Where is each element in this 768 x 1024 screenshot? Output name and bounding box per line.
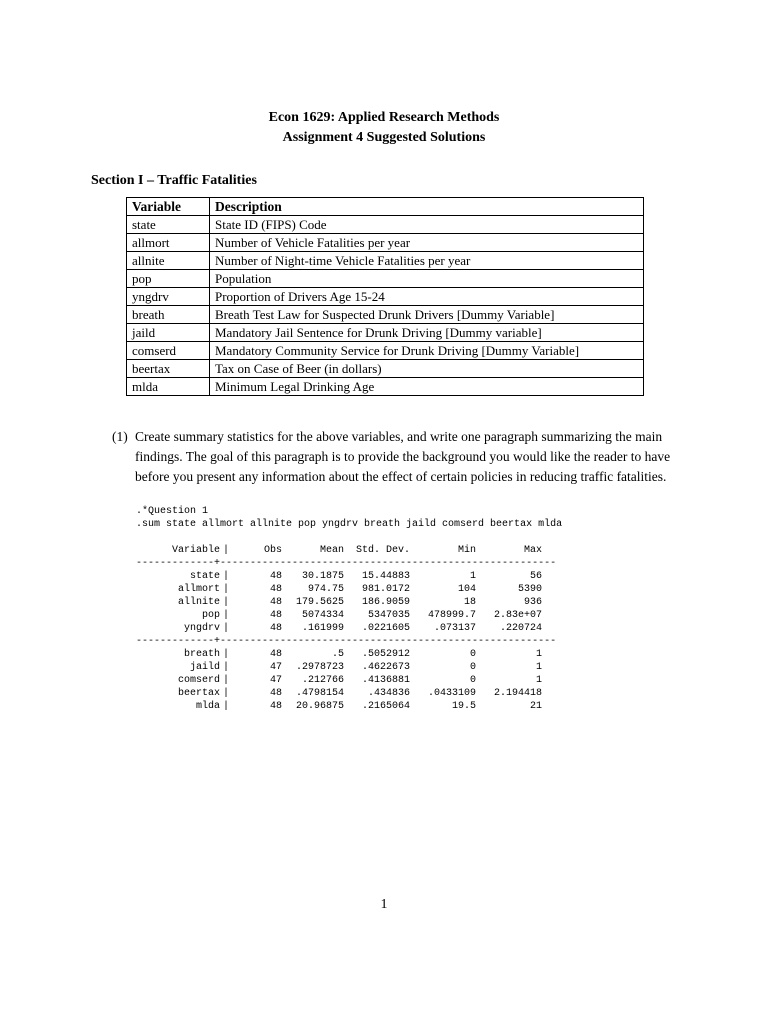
row-obs: 48 bbox=[269, 584, 282, 595]
separator-line: -------------+-------------------------------------------------------- bbox=[136, 636, 557, 647]
row-variable: allmort bbox=[177, 584, 220, 595]
row-max: 21 bbox=[529, 701, 542, 712]
column-separator: | bbox=[222, 701, 229, 712]
table-row bbox=[127, 378, 644, 396]
variable-cell: allnite bbox=[127, 252, 210, 270]
description-cell: Number of Night-time Vehicle Fatalities per year bbox=[210, 252, 644, 270]
row-min: 19.5 bbox=[451, 701, 476, 712]
row-max: 1 bbox=[535, 662, 542, 673]
summary-row bbox=[136, 570, 562, 583]
summary-row bbox=[136, 661, 562, 674]
question-number: (1) bbox=[112, 429, 128, 444]
row-max: 1 bbox=[535, 675, 542, 686]
description-cell: Mandatory Community Service for Drunk Driving [Dummy Variable] bbox=[210, 342, 644, 360]
row-obs: 48 bbox=[269, 571, 282, 582]
variable-cell: comserd bbox=[127, 342, 210, 360]
column-separator: | bbox=[222, 688, 229, 699]
table-row bbox=[127, 270, 644, 288]
row-max: 936 bbox=[523, 597, 542, 608]
stata-command: .sum state allmort allnite pop yngdrv breath jaild comserd beertax mlda bbox=[136, 519, 563, 530]
table-row bbox=[127, 360, 644, 378]
summary-row bbox=[136, 700, 562, 713]
row-min: 0 bbox=[469, 675, 476, 686]
row-variable: pop bbox=[201, 610, 220, 621]
table-row bbox=[127, 288, 644, 306]
column-separator: | bbox=[222, 597, 229, 608]
row-max: 5390 bbox=[517, 584, 542, 595]
row-sd: .434836 bbox=[367, 688, 410, 699]
row-obs: 48 bbox=[269, 623, 282, 634]
row-sd: .2165064 bbox=[361, 701, 410, 712]
description-cell: Number of Vehicle Fatalities per year bbox=[210, 234, 644, 252]
description-cell: Breath Test Law for Suspected Drunk Drivers [Dummy Variable] bbox=[210, 306, 644, 324]
table-header-row bbox=[127, 198, 644, 216]
row-max: .220724 bbox=[499, 623, 542, 634]
summary-row bbox=[136, 622, 562, 635]
row-mean: 974.75 bbox=[307, 584, 344, 595]
header-mean: Mean bbox=[319, 545, 344, 556]
section-heading: Section I – Traffic Fatalities bbox=[91, 173, 257, 188]
table-row bbox=[127, 324, 644, 342]
summary-row bbox=[136, 687, 562, 700]
row-min: 0 bbox=[469, 649, 476, 660]
question-text: Create summary statistics for the above variables, and write one paragraph summarizing the main findings. The goal of this paragraph is to provide the background you would like the reader to have before you present any information about the effect of certain policies in reducing traffic fatalities. bbox=[135, 429, 671, 484]
column-separator: | bbox=[222, 675, 229, 686]
column-separator: | bbox=[222, 545, 229, 556]
table-row bbox=[127, 216, 644, 234]
row-obs: 48 bbox=[269, 688, 282, 699]
row-variable: allnite bbox=[177, 597, 220, 608]
row-max: 1 bbox=[535, 649, 542, 660]
row-sd: .5052912 bbox=[361, 649, 410, 660]
row-mean: 30.1875 bbox=[301, 571, 344, 582]
row-variable: mlda bbox=[195, 701, 220, 712]
row-obs: 48 bbox=[269, 701, 282, 712]
row-obs: 47 bbox=[269, 675, 282, 686]
row-mean: .5 bbox=[331, 649, 344, 660]
variable-cell: jaild bbox=[127, 324, 210, 342]
header-min: Min bbox=[457, 545, 476, 556]
row-mean: 5074334 bbox=[301, 610, 344, 621]
question-1 bbox=[112, 427, 682, 487]
page-number: 1 bbox=[380, 897, 388, 912]
row-min: .0433109 bbox=[427, 688, 476, 699]
row-min: 0 bbox=[469, 662, 476, 673]
variable-cell: pop bbox=[127, 270, 210, 288]
row-sd: .0221605 bbox=[361, 623, 410, 634]
row-variable: beertax bbox=[177, 688, 220, 699]
summary-group-1 bbox=[136, 570, 562, 635]
row-obs: 48 bbox=[269, 610, 282, 621]
row-mean: .4798154 bbox=[295, 688, 344, 699]
summary-group-2 bbox=[136, 648, 562, 713]
header-sd: Std. Dev. bbox=[355, 545, 410, 556]
row-obs: 48 bbox=[269, 597, 282, 608]
row-variable: state bbox=[189, 571, 220, 582]
column-separator: | bbox=[222, 610, 229, 621]
description-cell: State ID (FIPS) Code bbox=[210, 216, 644, 234]
row-min: 18 bbox=[463, 597, 476, 608]
variable-cell: yngdrv bbox=[127, 288, 210, 306]
description-cell: Tax on Case of Beer (in dollars) bbox=[210, 360, 644, 378]
description-cell: Mandatory Jail Sentence for Drunk Driving [Dummy variable] bbox=[210, 324, 644, 342]
row-min: 1 bbox=[469, 571, 476, 582]
row-sd: 15.44883 bbox=[361, 571, 410, 582]
column-separator: | bbox=[222, 623, 229, 634]
table-row bbox=[127, 234, 644, 252]
document-title: Econ 1629: Applied Research Methods bbox=[268, 110, 500, 125]
description-cell: Proportion of Drivers Age 15-24 bbox=[210, 288, 644, 306]
row-mean: .161999 bbox=[301, 623, 344, 634]
row-variable: jaild bbox=[189, 662, 220, 673]
summary-header-row bbox=[136, 544, 562, 557]
row-obs: 47 bbox=[269, 662, 282, 673]
row-max: 56 bbox=[529, 571, 542, 582]
column-separator: | bbox=[222, 662, 229, 673]
row-mean: .212766 bbox=[301, 675, 344, 686]
summary-row bbox=[136, 609, 562, 622]
column-header-variable: Variable bbox=[127, 198, 210, 216]
row-mean: 179.5625 bbox=[295, 597, 344, 608]
row-max: 2.83e+07 bbox=[493, 610, 542, 621]
table-row bbox=[127, 306, 644, 324]
row-sd: .4622673 bbox=[361, 662, 410, 673]
row-mean: .2978723 bbox=[295, 662, 344, 673]
stata-output bbox=[136, 505, 562, 713]
row-variable: yngdrv bbox=[183, 623, 220, 634]
table-row bbox=[127, 252, 644, 270]
row-variable: comserd bbox=[177, 675, 220, 686]
variable-cell: beertax bbox=[127, 360, 210, 378]
row-sd: 186.9059 bbox=[361, 597, 410, 608]
description-cell: Minimum Legal Drinking Age bbox=[210, 378, 644, 396]
summary-row bbox=[136, 583, 562, 596]
stata-comment: .*Question 1 bbox=[136, 506, 209, 517]
summary-row bbox=[136, 596, 562, 609]
document-subtitle: Assignment 4 Suggested Solutions bbox=[282, 130, 486, 145]
header-variable: Variable bbox=[171, 545, 220, 556]
row-min: 104 bbox=[457, 584, 476, 595]
row-sd: 5347035 bbox=[367, 610, 410, 621]
column-separator: | bbox=[222, 571, 229, 582]
summary-statistics bbox=[136, 544, 562, 713]
column-header-description: Description bbox=[210, 198, 644, 216]
row-min: .073137 bbox=[433, 623, 476, 634]
summary-row bbox=[136, 648, 562, 661]
row-obs: 48 bbox=[269, 649, 282, 660]
variables-table bbox=[126, 197, 644, 396]
row-variable: breath bbox=[183, 649, 220, 660]
variable-cell: allmort bbox=[127, 234, 210, 252]
header-obs: Obs bbox=[263, 545, 282, 556]
column-separator: | bbox=[222, 649, 229, 660]
row-sd: 981.0172 bbox=[361, 584, 410, 595]
row-sd: .4136881 bbox=[361, 675, 410, 686]
summary-row bbox=[136, 674, 562, 687]
table-row bbox=[127, 342, 644, 360]
variable-cell: mlda bbox=[127, 378, 210, 396]
variable-cell: breath bbox=[127, 306, 210, 324]
description-cell: Population bbox=[210, 270, 644, 288]
row-max: 2.194418 bbox=[493, 688, 542, 699]
header-max: Max bbox=[523, 545, 542, 556]
row-min: 478999.7 bbox=[427, 610, 476, 621]
row-mean: 20.96875 bbox=[295, 701, 344, 712]
separator-line: -------------+-------------------------------------------------------- bbox=[136, 558, 557, 569]
variable-cell: state bbox=[127, 216, 210, 234]
column-separator: | bbox=[222, 584, 229, 595]
